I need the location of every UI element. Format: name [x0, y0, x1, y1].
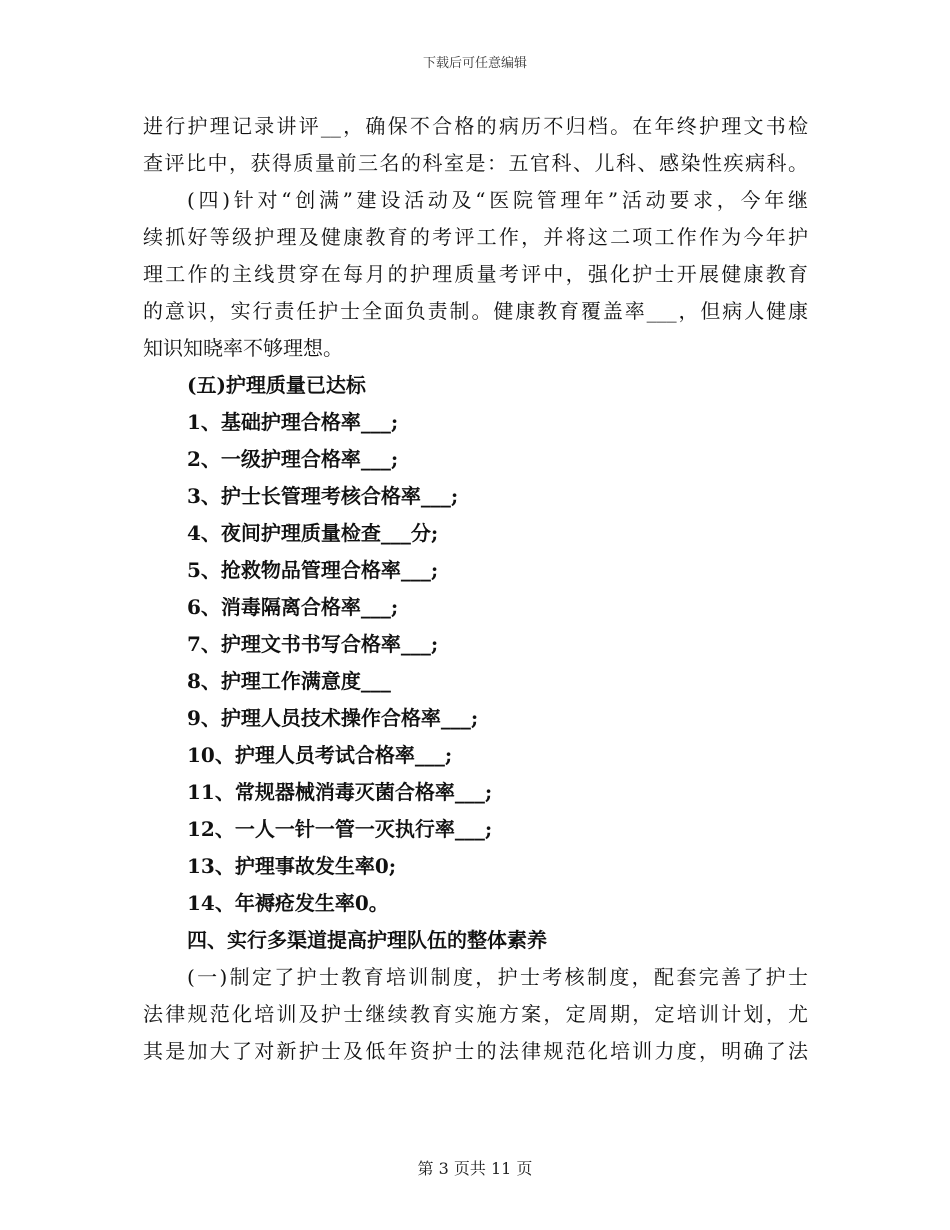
text-line: 14、年褥疮发生率0。: [187, 891, 389, 915]
text-line: 11、常规器械消毒灭菌合格率___;: [187, 780, 493, 804]
text-line: 理工作的主线贯穿在每月的护理质量考评中，强化护士开展健康教育: [143, 262, 808, 286]
text-line: 3、护士长管理考核合格率___;: [187, 484, 459, 508]
text-line: 10、护理人员考试合格率___;: [187, 743, 453, 767]
text-line: 四、实行多渠道提高护理队伍的整体素养: [187, 928, 547, 952]
text-line: 其是加大了对新护士及低年资护士的法律规范化培训力度，明确了法: [143, 1039, 808, 1063]
document-body: [143, 108, 808, 1070]
text-line: 查评比中，获得质量前三名的科室是：五官科、儿科、感染性疾病科。: [143, 151, 808, 175]
text-line: 13、护理事故发生率0;: [187, 854, 397, 878]
text-line: 5、抢救物品管理合格率___;: [187, 558, 439, 582]
text-line: 4、夜间护理质量检查___分;: [187, 521, 439, 545]
text-line: 法律规范化培训及护士继续教育实施方案，定周期，定培训计划，尤: [143, 1002, 808, 1026]
text-line: 12、一人一针一管一灭执行率___;: [187, 817, 493, 841]
page-header: 下载后可任意编辑: [422, 56, 527, 71]
text-line: 1、基础护理合格率___;: [187, 410, 399, 434]
text-line: 2、一级护理合格率___;: [187, 447, 399, 471]
text-line: 6、消毒隔离合格率___;: [187, 595, 399, 619]
text-line: 续抓好等级护理及健康教育的考评工作，并将这二项工作作为今年护: [143, 225, 808, 249]
text-line: 进行护理记录讲评__，确保不合格的病历不归档。在年终护理文书检: [143, 114, 808, 138]
text-line: 的意识，实行责任护士全面负责制。健康教育覆盖率___，但病人健康: [143, 299, 808, 323]
text-line: 9、护理人员技术操作合格率___;: [187, 706, 479, 730]
text-line: (四)针对“创满”建设活动及“医院管理年”活动要求，今年继: [187, 188, 808, 212]
text-line: (一)制定了护士教育培训制度，护士考核制度，配套完善了护士: [187, 965, 808, 989]
text-line: 7、护理文书书写合格率___;: [187, 632, 439, 656]
text-line: 8、护理工作满意度___: [187, 669, 391, 693]
page-footer: 第 3 页共 11 页: [417, 1159, 533, 1178]
text-line: 知识知晓率不够理想。: [143, 336, 343, 360]
text-line: (五)护理质量已达标: [187, 373, 366, 397]
